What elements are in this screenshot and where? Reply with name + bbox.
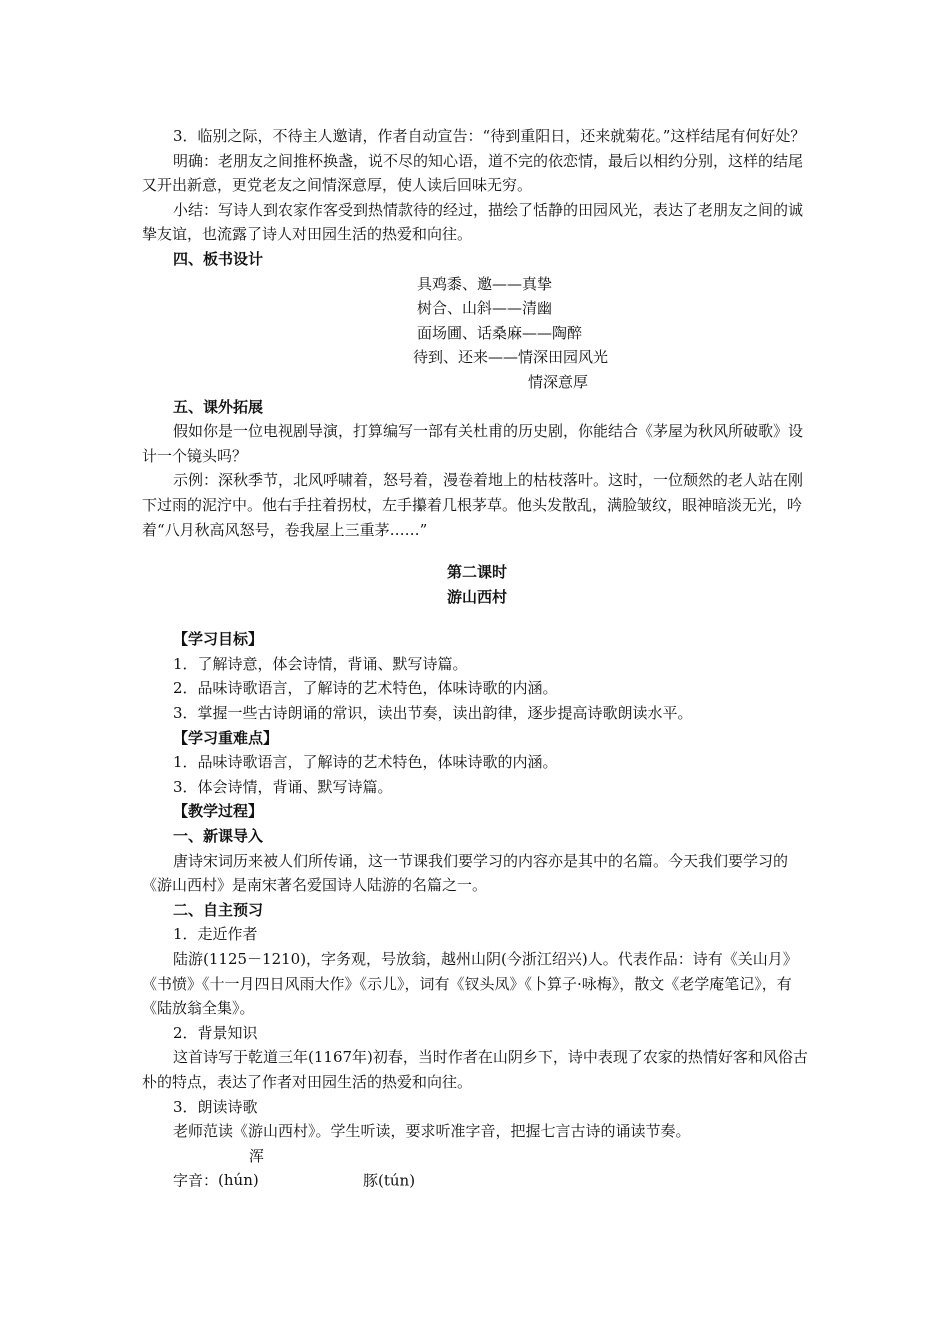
board-design (142, 272, 812, 395)
extension-example: 示例：深秋季节，北风呼啸着，怒号着，漫卷着地上的枯枝落叶。这时，一位颓然的老人站在刚下过雨的泥泞中。他右手拄着拐杖，左手攥着几根茅草。他头发散乱，满脸皱纹，眼神暗淡无光，吟着“八月秋高风怒号，卷我屋上三重茅……” (142, 471, 804, 539)
answer-paragraph: 明确：老朋友之间推杯换盏，说不尽的知心语，道不完的依恋情，最后以相约分别，这样的结尾又开出新意，更党老友之间情深意厚，使人读后回味无穷。 (142, 151, 804, 195)
subheading-author: 1．走近作者 (173, 925, 258, 944)
author-paragraph: 陆游(1125－1210)，字务观，号放翁，越州山阴(今浙江绍兴)人。代表作品：诗有《关山月》《书愤》《十一月四日风雨大作》《示儿》，词有《钗头凤》《卜算子·咏梅》，散文《老学庵笔记》，有《陆放翁全集》。 (142, 950, 798, 1018)
goal-item: 2．品味诗歌语言，了解诗的艺术特色，体味诗歌的内涵。 (173, 679, 558, 698)
goals-heading: 【学习目标】 (173, 630, 264, 649)
pronunciation-label: 字音： (173, 1171, 219, 1190)
key-point-item: 3．体会诗情，背诵、默写诗篇。 (173, 777, 393, 796)
document-content (142, 124, 812, 1193)
section-heading-extension: 五、课外拓展 (173, 397, 264, 416)
reading-paragraph: 老师范读《游山西村》。学生听读，要求听准字音，把握七言古诗的诵读节奏。 (173, 1122, 691, 1141)
intro-paragraph: 唐诗宋词历来被人们所传诵，这一节课我们要学习的内容亦是其中的名篇。今天我们要学习的《游山西村》是南宋著名爱国诗人陆游的名篇之一。 (142, 851, 789, 895)
question-3: 3．临别之际，不待主人邀请，作者自动宣告：“待到重阳日，还来就菊花。”这样结尾有何好处？ (173, 127, 806, 145)
pronunciation-item: 浑(hún) (218, 1146, 265, 1190)
key-point-item: 1．品味诗歌语言，了解诗的艺术特色，体味诗歌的内涵。 (173, 753, 558, 772)
poem-title: 游山西村 (446, 587, 507, 606)
key-points-heading: 【学习重难点】 (173, 728, 279, 747)
section-heading-intro: 一、新课导入 (173, 827, 264, 846)
subheading-reading: 3．朗读诗歌 (173, 1097, 258, 1116)
summary-paragraph: 小结：写诗人到农家作客受到热情款待的经过，描绘了恬静的田园风光，表达了老朋友之间的诚挚友谊，也流露了诗人对田园生活的热爱和向往。 (142, 200, 804, 244)
process-heading: 【教学过程】 (173, 802, 264, 821)
board-line: 待到、还来——情深田园风光 (413, 348, 609, 367)
lesson-title: 第二课时 (446, 563, 507, 582)
background-paragraph: 这首诗写于乾道三年(1167年)初春，当时作者在山阴乡下，诗中表现了农家的热情好客和风俗古朴的特点，表达了作者对田园生活的热爱和向往。 (142, 1048, 808, 1091)
board-line: 树合、山斜——清幽 (417, 299, 553, 318)
board-line: 具鸡黍、邀——真挚 (417, 274, 553, 293)
section-heading-preview: 二、自主预习 (173, 900, 264, 919)
board-line: 面场圃、话桑麻——陶醉 (417, 323, 583, 342)
pronunciation-item: 豚(tún) (363, 1171, 416, 1190)
board-line: 情深意厚 (528, 372, 589, 391)
section-heading-board: 四、板书设计 (173, 249, 264, 268)
goal-item: 3．掌握一些古诗朗诵的常识，读出节奏，读出韵律，逐步提高诗歌朗读水平。 (173, 704, 693, 723)
goal-item: 1．了解诗意，体会诗情，背诵、默写诗篇。 (173, 654, 468, 673)
pronunciation-line (142, 1144, 812, 1193)
subheading-background: 2．背景知识 (173, 1023, 258, 1042)
extension-question: 假如你是一位电视剧导演，打算编写一部有关杜甫的历史剧，你能结合《茅屋为秋风所破歌》设计一个镜头吗？ (142, 422, 804, 465)
